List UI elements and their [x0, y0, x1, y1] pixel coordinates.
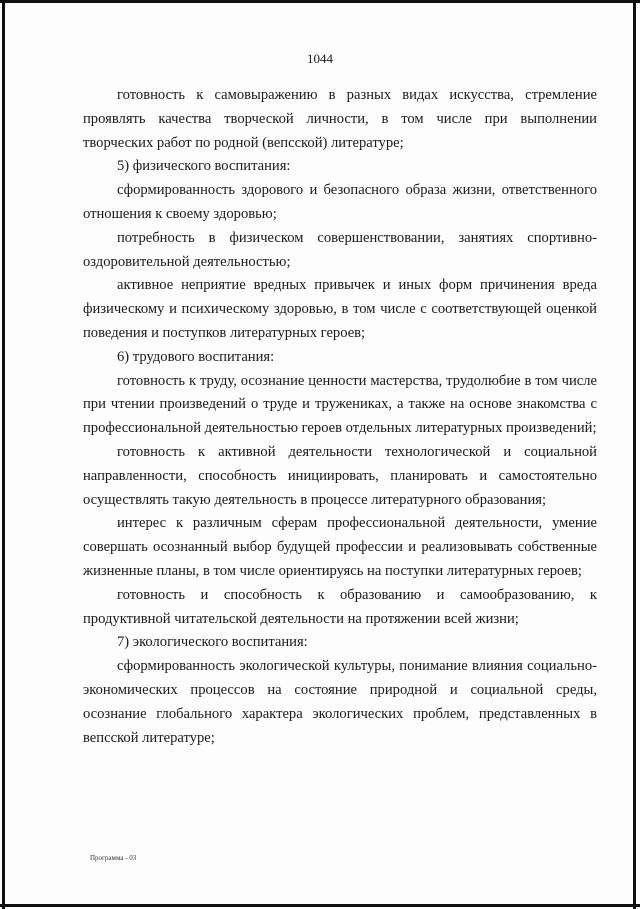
page-number: 1044 — [307, 51, 333, 66]
section-heading-labor: 6) трудового воспитания: — [117, 348, 275, 365]
scan-edge-bottom — [0, 904, 640, 907]
scan-edge-right — [633, 0, 636, 909]
paragraph-career-interest: интерес к различным сферам профессиональной деятельности, умение совершать осознанный выбор будущей профессии и реализовывать собственные жизненные планы, в том числе ориентируясь на поступки литературных героев; — [83, 515, 597, 579]
paragraph-readiness-to-work: готовность к труду, осознание ценности мастерства, трудолюбие в том числе при чтении произведений о труде и тружениках, а также на основе знакомства с профессиональной деятельностью героев отдельных литературных произведений; — [83, 372, 597, 437]
paragraph-bad-habits: активное неприятие вредных привычек и иных форм причинения вреда физическому и психическому здоровью, в том числе с соответствующей оценкой поведения и поступков литературных героев; — [83, 277, 597, 341]
paragraph-self-education: готовность и способность к образованию и самообразованию, к продуктивной читательской деятельности на протяжении всей жизни; — [83, 586, 597, 627]
paragraph-healthy-lifestyle: сформированность здорового и безопасного образа жизни, ответственного отношения к своему здоровью; — [83, 182, 597, 222]
scan-edge-top — [0, 0, 640, 3]
paragraph-physical-improvement: потребность в физическом совершенствовании, занятиях спортивно-оздоровительной деятельностью; — [83, 229, 597, 270]
paragraph-ecological-culture: сформированность экологической культуры, понимание влияния социально-экономических процессов на состояние природной и социальной среды, осознание глобального характера экологических проблем, представленных в вепсской литературе; — [83, 658, 597, 746]
paragraph-self-expression: готовность к самовыражению в разных видах искусства, стремление проявлять качества творческой личности, в том числе при выполнении творческих работ по родной (вепсской) литературе; — [83, 87, 597, 151]
scan-edge-left — [2, 0, 5, 909]
section-heading-ecological: 7) экологического воспитания: — [117, 634, 308, 651]
section-heading-physical: 5) физического воспитания: — [117, 158, 291, 175]
document-body — [83, 84, 597, 750]
footer-program-label: Программа - 03 — [90, 854, 137, 862]
paragraph-active-work: готовность к активной деятельности технологической и социальной направленности, способность инициировать, планировать и самостоятельно осуществлять такую деятельность в процессе литературного образования; — [83, 443, 597, 508]
